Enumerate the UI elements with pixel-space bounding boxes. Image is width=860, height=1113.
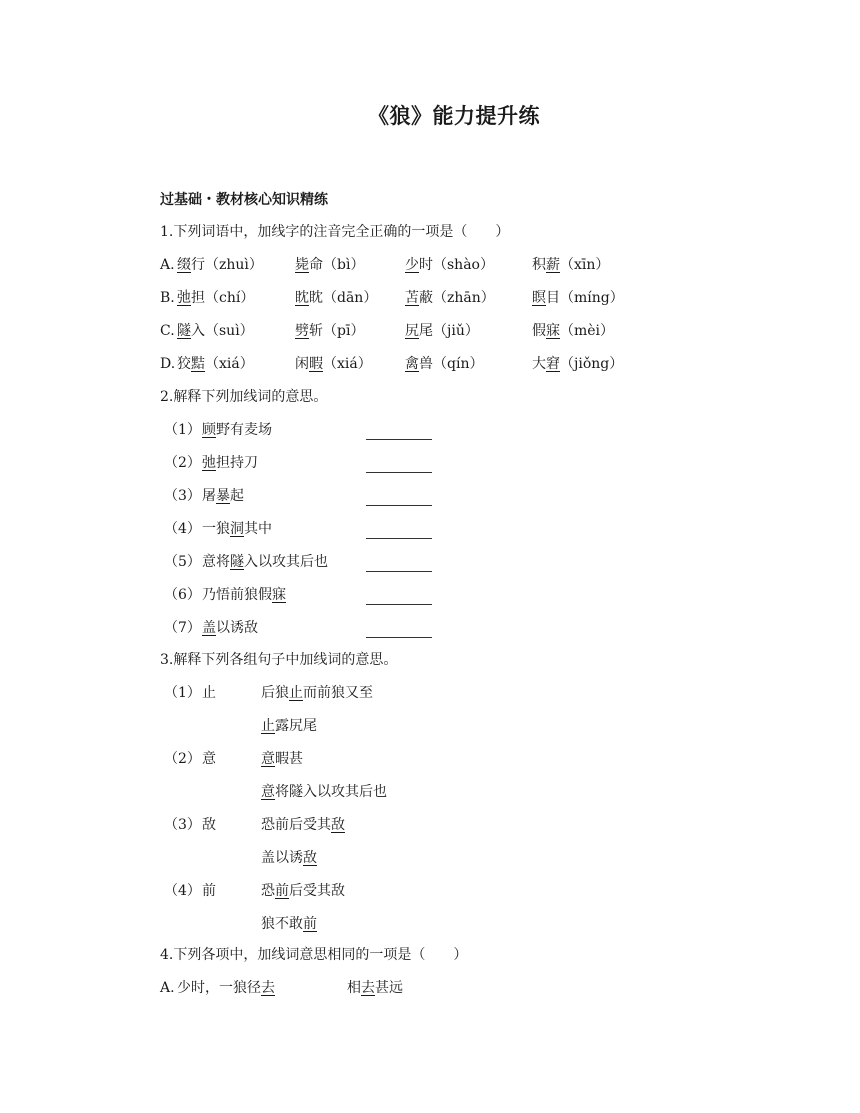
pinyin-item: 弛担（chí） <box>177 290 255 306</box>
option-label: A. <box>160 257 175 273</box>
answer-blank[interactable] <box>366 584 432 605</box>
answer-blank[interactable] <box>366 551 432 572</box>
pinyin-item: 假寐（mèi） <box>532 323 615 339</box>
pinyin-item: 狡黠（xiá） <box>177 356 254 372</box>
sentence-text: 意将隧入以攻其后也 <box>261 784 387 800</box>
sentence-text: 后狼止而前狼又至 <box>261 685 373 701</box>
pinyin-item: 劈斩（pī） <box>295 323 365 339</box>
group-number: （3） <box>164 817 201 833</box>
option-phrase-right: 相去甚远 <box>347 980 403 996</box>
pinyin-item: 瞑目（míng） <box>532 290 624 306</box>
pinyin-item: 眈眈（dān） <box>295 290 378 306</box>
item-phrase: 意将隧入以攻其后也 <box>202 554 328 570</box>
answer-blank[interactable] <box>366 419 432 440</box>
option-phrase-left: 少时，一狼径去 <box>177 980 275 996</box>
sentence-text: 恐前后受其敌 <box>261 817 345 833</box>
sentence-text: 盖以诱敌 <box>261 850 317 866</box>
pinyin-item: 少时（shào） <box>405 257 494 273</box>
item-phrase: 顾野有麦场 <box>202 422 272 438</box>
item-phrase: 一狼洞其中 <box>202 521 272 537</box>
group-word: 意 <box>202 751 216 767</box>
item-number: （6） <box>164 587 201 603</box>
item-phrase: 盖以诱敌 <box>202 620 258 636</box>
option-label: C. <box>160 323 175 339</box>
question-2-stem: 2.解释下列加线词的意思。 <box>160 389 328 405</box>
group-number: （4） <box>164 883 201 899</box>
pinyin-item: 尻尾（jiǔ） <box>405 323 479 339</box>
page-title: 《狼》能力提升练 <box>368 104 540 128</box>
item-number: （1） <box>164 422 201 438</box>
sentence-text: 止露尻尾 <box>261 718 317 734</box>
group-word: 前 <box>202 883 216 899</box>
question-3-stem: 3.解释下列各组句子中加线词的意思。 <box>160 652 398 668</box>
group-number: （1） <box>164 685 201 701</box>
pinyin-item: 缀行（zhuì） <box>177 257 263 273</box>
item-number: （4） <box>164 521 201 537</box>
item-number: （3） <box>164 488 201 504</box>
pinyin-item: 大窘（jiǒng） <box>532 356 624 372</box>
option-label: D. <box>160 356 176 372</box>
item-phrase: 弛担持刀 <box>202 455 258 471</box>
answer-blank[interactable] <box>366 452 432 473</box>
item-phrase: 屠暴起 <box>202 488 244 504</box>
pinyin-item: 苫蔽（zhān） <box>405 290 495 306</box>
option-label: B. <box>160 290 175 306</box>
question-1-stem: 1.下列词语中，加线字的注音完全正确的一项是（ ） <box>160 224 510 240</box>
item-number: （5） <box>164 554 201 570</box>
pinyin-item: 积薪（xīn） <box>532 257 610 273</box>
item-phrase: 乃悟前狼假寐 <box>202 587 286 603</box>
group-word: 敌 <box>202 817 216 833</box>
item-number: （7） <box>164 620 201 636</box>
option-label: A. <box>160 980 175 996</box>
answer-blank[interactable] <box>366 518 432 539</box>
sentence-text: 狼不敢前 <box>261 916 317 932</box>
pinyin-item: 禽兽（qín） <box>405 356 484 372</box>
pinyin-item: 毙命（bì） <box>295 257 365 273</box>
question-4-stem: 4.下列各项中，加线词意思相同的一项是（ ） <box>160 947 468 963</box>
item-number: （2） <box>164 455 201 471</box>
sentence-text: 恐前后受其敌 <box>261 883 345 899</box>
sentence-text: 意暇甚 <box>261 751 303 767</box>
pinyin-item: 闲暇（xiá） <box>295 356 372 372</box>
answer-blank[interactable] <box>366 617 432 638</box>
section-heading: 过基础・教材核心知识精练 <box>160 192 328 208</box>
pinyin-item: 隧入（suì） <box>177 323 254 339</box>
group-number: （2） <box>164 751 201 767</box>
group-word: 止 <box>202 685 216 701</box>
answer-blank[interactable] <box>366 485 432 506</box>
